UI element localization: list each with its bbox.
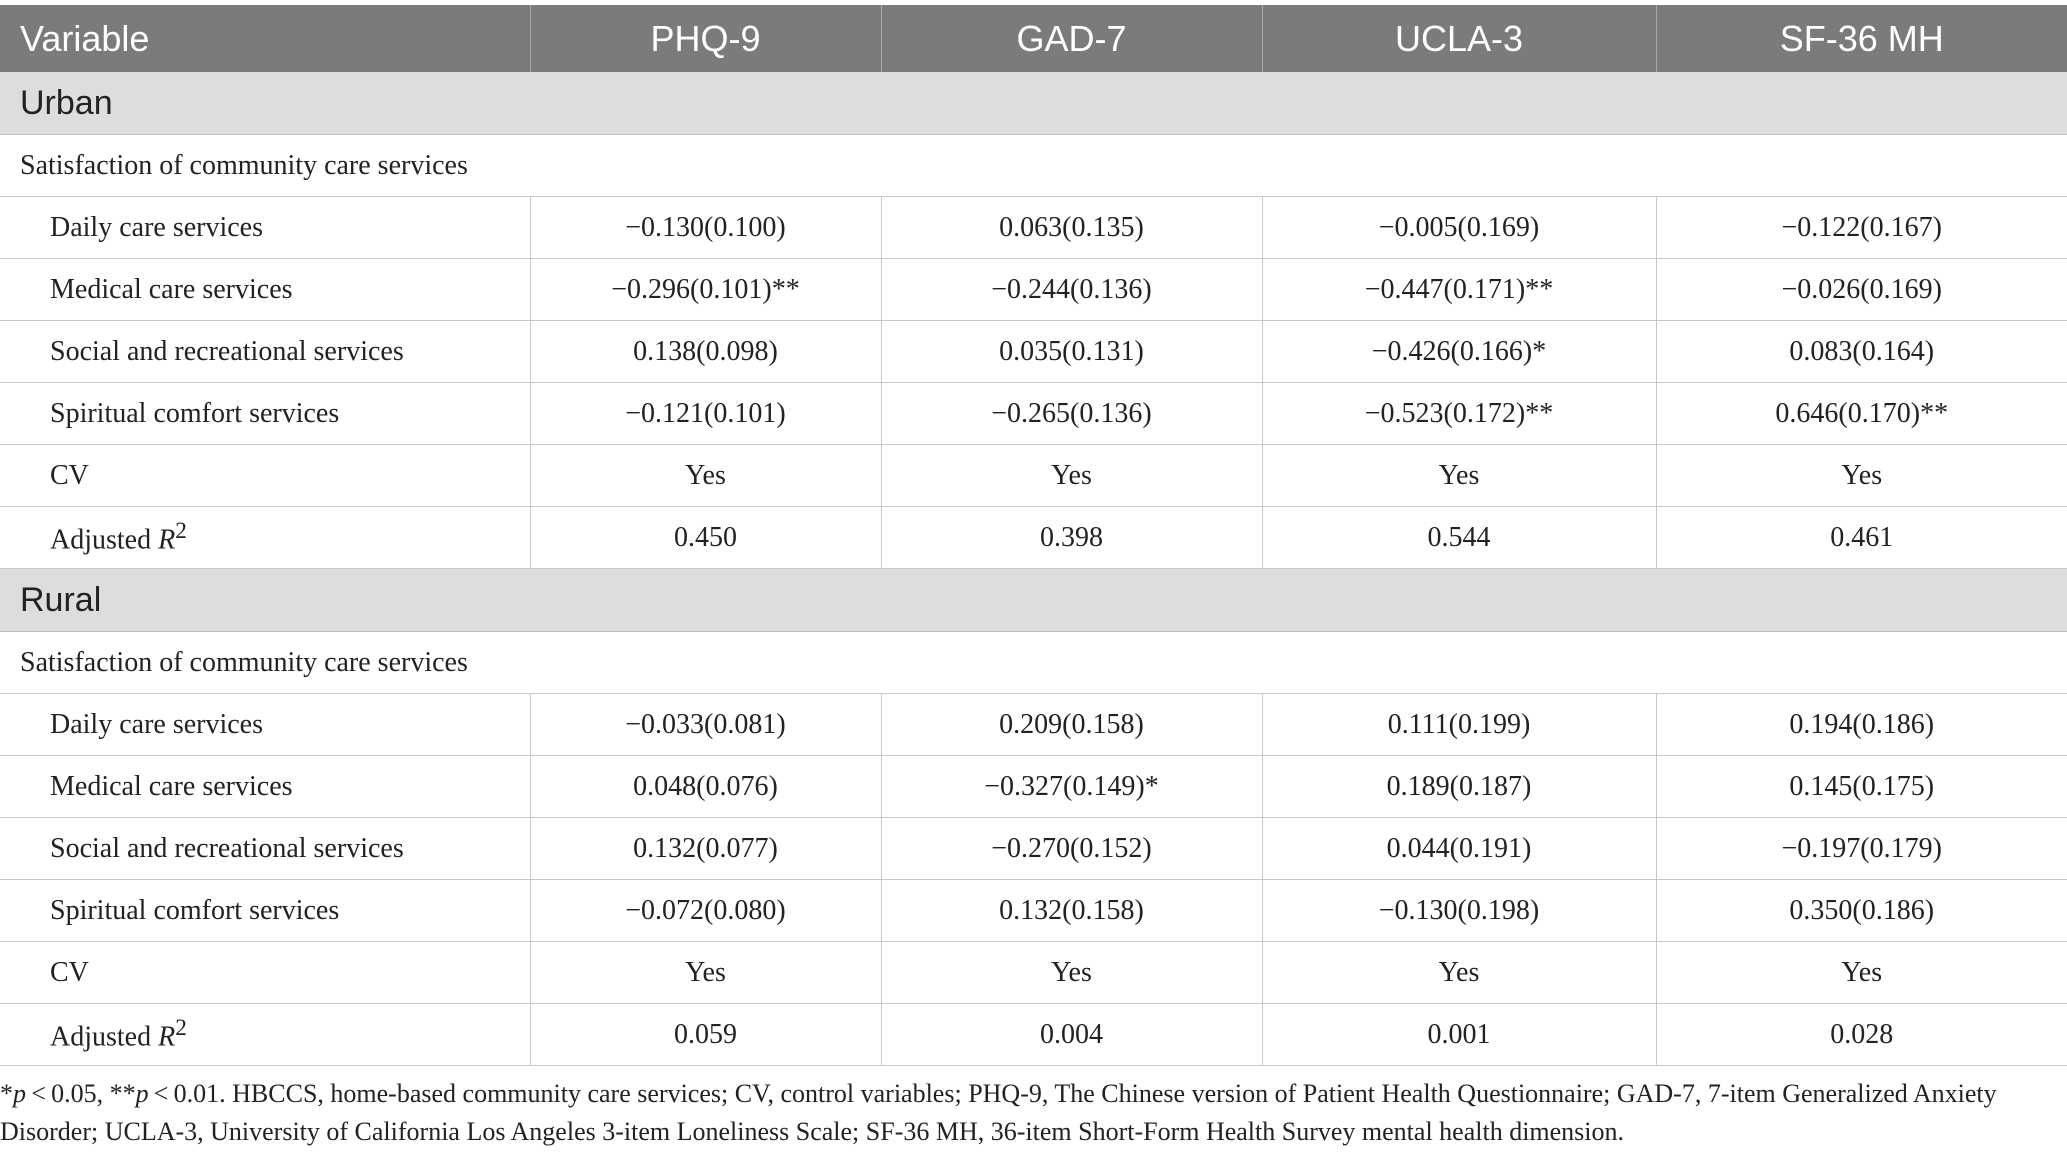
row-label: Medical care services	[0, 756, 530, 818]
section-row-rural	[0, 632, 2067, 694]
row-label: Medical care services	[0, 259, 530, 321]
cell-ucla3: −0.005(0.169)	[1262, 197, 1656, 259]
footnote-text-2: < 0.01. HBCCS, home-based community care services; CV, control variables; PHQ-9, The Chinese version of Patient Health Questionnaire; GAD-7, 7-item Generalized Anxiety Disorder; UCLA-3, University of California Los Angeles 3-item Loneliness Scale; SF-36 MH, 36-item Short-Form Health Survey mental health dimension.	[0, 1079, 1997, 1146]
cell-ucla3: −0.447(0.171)**	[1262, 259, 1656, 321]
row-label-adjusted-r2	[0, 507, 530, 569]
table-row	[0, 756, 2067, 818]
cell-ucla3: 0.001	[1262, 1004, 1656, 1066]
section-label-urban: Satisfaction of community care services	[0, 135, 2067, 197]
cell-sf36mh: 0.461	[1656, 507, 2067, 569]
cell-sf36mh: −0.122(0.167)	[1656, 197, 2067, 259]
section-label-rural: Satisfaction of community care services	[0, 632, 2067, 694]
header-ucla3: UCLA-3	[1262, 5, 1656, 72]
cell-ucla3: 0.189(0.187)	[1262, 756, 1656, 818]
cell-ucla3: Yes	[1262, 445, 1656, 507]
cell-phq9: 0.059	[530, 1004, 881, 1066]
row-label: Social and recreational services	[0, 321, 530, 383]
cell-sf36mh: 0.083(0.164)	[1656, 321, 2067, 383]
group-label-urban: Urban	[0, 72, 2067, 135]
row-label: Social and recreational services	[0, 818, 530, 880]
table-row	[0, 445, 2067, 507]
table-row	[0, 880, 2067, 942]
adjusted-label: Adjusted	[50, 524, 159, 556]
cell-phq9: −0.130(0.100)	[530, 197, 881, 259]
header-gad7: GAD-7	[881, 5, 1262, 72]
cell-phq9: −0.072(0.080)	[530, 880, 881, 942]
header-row	[0, 5, 2067, 72]
adjusted-label: Adjusted	[50, 1021, 159, 1053]
cell-gad7: 0.035(0.131)	[881, 321, 1262, 383]
cell-phq9: 0.450	[530, 507, 881, 569]
regression-table	[0, 5, 2067, 1066]
table-row-adjusted-r2	[0, 1004, 2067, 1066]
table-row	[0, 694, 2067, 756]
cell-sf36mh: 0.194(0.186)	[1656, 694, 2067, 756]
cell-ucla3: 0.044(0.191)	[1262, 818, 1656, 880]
cell-phq9: 0.048(0.076)	[530, 756, 881, 818]
table-row	[0, 818, 2067, 880]
cell-gad7: Yes	[881, 445, 1262, 507]
header-variable: Variable	[0, 5, 530, 72]
cell-sf36mh: 0.028	[1656, 1004, 2067, 1066]
cell-phq9: Yes	[530, 445, 881, 507]
section-row-urban	[0, 135, 2067, 197]
cell-sf36mh: Yes	[1656, 942, 2067, 1004]
table-row	[0, 942, 2067, 1004]
cell-ucla3: 0.111(0.199)	[1262, 694, 1656, 756]
cell-sf36mh: 0.145(0.175)	[1656, 756, 2067, 818]
footnote-text-1: < 0.05, **	[26, 1079, 136, 1108]
table-row	[0, 197, 2067, 259]
r-symbol: R	[158, 1021, 176, 1053]
cell-gad7: Yes	[881, 942, 1262, 1004]
header-phq9: PHQ-9	[530, 5, 881, 72]
cell-ucla3: Yes	[1262, 942, 1656, 1004]
group-label-rural: Rural	[0, 569, 2067, 632]
table-row-adjusted-r2	[0, 507, 2067, 569]
group-row-urban	[0, 72, 2067, 135]
row-label-adjusted-r2	[0, 1004, 530, 1066]
table-row	[0, 321, 2067, 383]
footnote-p: p	[13, 1079, 26, 1108]
cell-phq9: −0.121(0.101)	[530, 383, 881, 445]
row-label: Spiritual comfort services	[0, 880, 530, 942]
footnote-star: *	[0, 1079, 13, 1108]
cell-sf36mh: 0.350(0.186)	[1656, 880, 2067, 942]
cell-phq9: 0.138(0.098)	[530, 321, 881, 383]
r-superscript: 2	[175, 518, 187, 545]
row-label: CV	[0, 942, 530, 1004]
footnote-p: p	[135, 1079, 149, 1108]
cell-ucla3: −0.130(0.198)	[1262, 880, 1656, 942]
cell-phq9: −0.296(0.101)**	[530, 259, 881, 321]
table-row	[0, 383, 2067, 445]
header-sf36mh: SF-36 MH	[1656, 5, 2067, 72]
cell-sf36mh: −0.026(0.169)	[1656, 259, 2067, 321]
group-row-rural	[0, 569, 2067, 632]
cell-sf36mh: −0.197(0.179)	[1656, 818, 2067, 880]
r-superscript: 2	[175, 1015, 187, 1042]
cell-ucla3: −0.523(0.172)**	[1262, 383, 1656, 445]
cell-gad7: 0.398	[881, 507, 1262, 569]
row-label: CV	[0, 445, 530, 507]
cell-sf36mh: 0.646(0.170)**	[1656, 383, 2067, 445]
cell-phq9: −0.033(0.081)	[530, 694, 881, 756]
cell-sf36mh: Yes	[1656, 445, 2067, 507]
cell-phq9: 0.132(0.077)	[530, 818, 881, 880]
cell-phq9: Yes	[530, 942, 881, 1004]
table-row	[0, 259, 2067, 321]
r-symbol: R	[158, 524, 176, 556]
cell-gad7: 0.063(0.135)	[881, 197, 1262, 259]
cell-ucla3: −0.426(0.166)*	[1262, 321, 1656, 383]
cell-gad7: −0.244(0.136)	[881, 259, 1262, 321]
cell-gad7: 0.004	[881, 1004, 1262, 1066]
cell-gad7: 0.209(0.158)	[881, 694, 1262, 756]
cell-ucla3: 0.544	[1262, 507, 1656, 569]
row-label: Daily care services	[0, 197, 530, 259]
cell-gad7: −0.270(0.152)	[881, 818, 1262, 880]
cell-gad7: −0.265(0.136)	[881, 383, 1262, 445]
cell-gad7: −0.327(0.149)*	[881, 756, 1262, 818]
table-footnote	[0, 1075, 2060, 1151]
row-label: Daily care services	[0, 694, 530, 756]
cell-gad7: 0.132(0.158)	[881, 880, 1262, 942]
row-label: Spiritual comfort services	[0, 383, 530, 445]
